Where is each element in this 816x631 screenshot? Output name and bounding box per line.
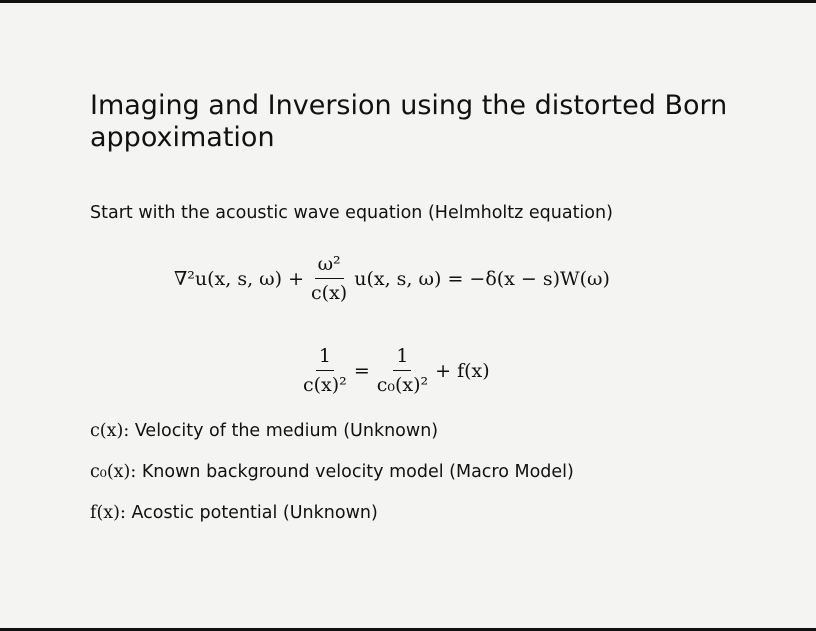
potential-term: + f(x) <box>435 359 490 382</box>
definition-symbol: f(x): <box>90 503 126 523</box>
equals-sign: = <box>353 359 370 382</box>
laplacian-term: ∇²u(x, s, ω) + <box>174 267 305 290</box>
omega-over-c-fraction <box>308 252 350 305</box>
definition-symbol: c(x): <box>90 421 130 441</box>
top-border <box>0 0 816 3</box>
fraction-numerator: ω² <box>315 252 344 279</box>
definition-item <box>90 461 574 483</box>
fraction-numerator: 1 <box>393 344 411 371</box>
fraction-denominator: c(x) <box>311 282 348 304</box>
fraction-numerator: 1 <box>316 344 334 371</box>
fraction-denominator: c₀(x)² <box>376 374 429 396</box>
definition-item <box>90 502 574 524</box>
slide-title: Imaging and Inversion using the distorted Born appoximation <box>90 90 728 153</box>
fraction-denominator: c(x)² <box>303 374 347 396</box>
definition-text: Known background velocity model (Macro Model) <box>141 462 574 482</box>
slowness-perturbation-equation <box>296 344 490 397</box>
rhs-fraction <box>374 344 431 397</box>
helmholtz-equation <box>174 252 610 305</box>
intro-text: Start with the acoustic wave equation (Helmholtz equation) <box>90 203 613 223</box>
equation-rhs: u(x, s, ω) = −δ(x − s)W(ω) <box>354 267 610 290</box>
definition-text: Velocity of the medium (Unknown) <box>134 421 439 441</box>
lhs-fraction <box>300 344 350 397</box>
definitions-list <box>90 420 574 543</box>
definition-symbol: c₀(x): <box>90 462 137 482</box>
definition-item <box>90 420 574 442</box>
definition-text: Acostic potential (Unknown) <box>131 503 378 523</box>
